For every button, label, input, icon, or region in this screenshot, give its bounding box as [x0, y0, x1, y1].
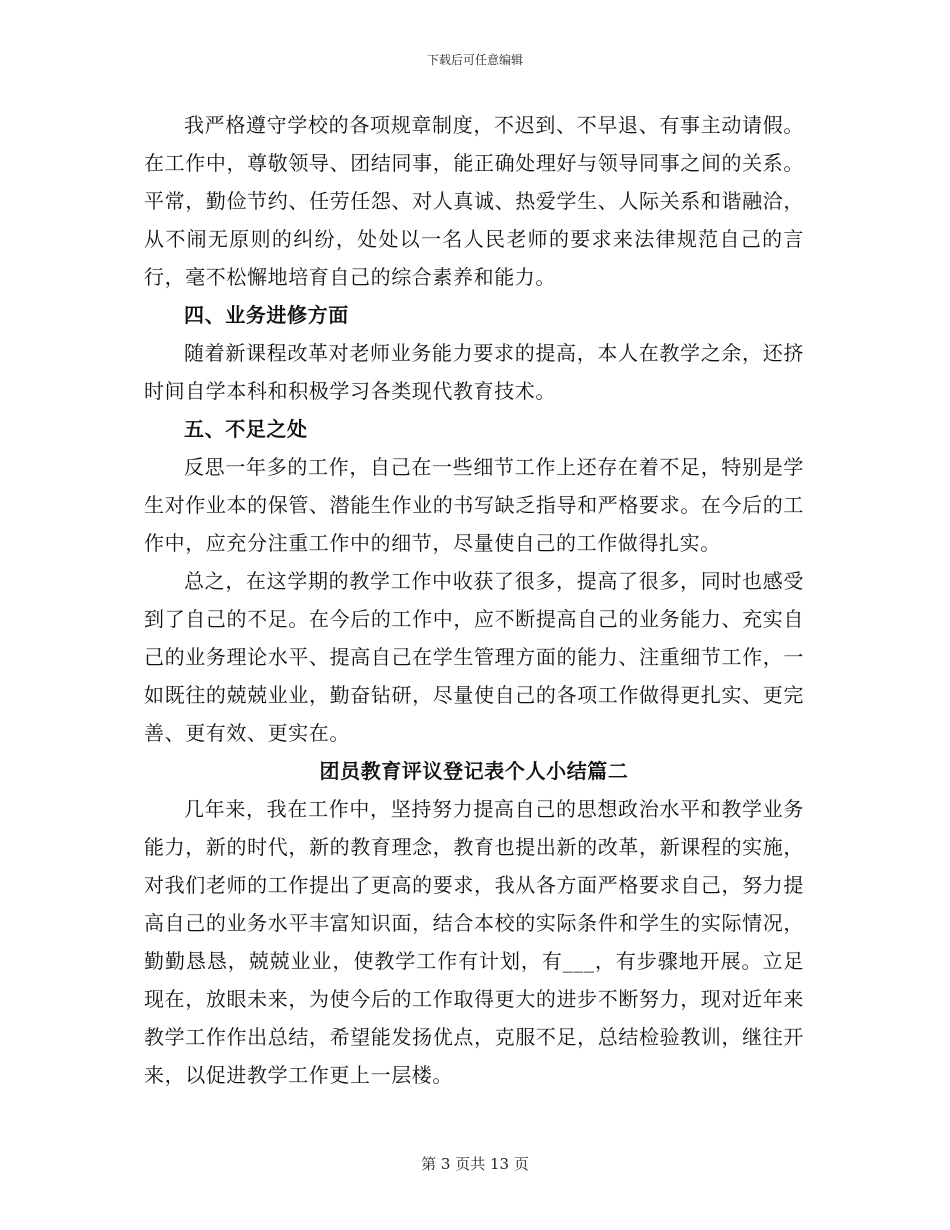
article-title-part-two: 团员教育评议登记表个人小结篇二 — [319, 759, 629, 783]
document-body — [144, 106, 804, 1094]
paragraph-part-two-summary: 几年来，我在工作中，坚持努力提高自己的思想政治水平和教学业务能力，新的时代，新的教育理念，教育也提出新的改革，新课程的实施，对我们老师的工作提出了更高的要求，我从各方面严格要求自己，努力提高自己的业务水平丰富知识面，结合本校的实际条件和学生的实际情况，勤勤恳恳，兢兢业业，使教学工作有计划，有___，有步骤地开展。立足现在，放眼未来，为使今后的工作取得更大的进步不断努力，现对近年来教学工作作出总结，希望能发扬优点，克服不足，总结检验教训，继往开来，以促进教学工作更上一层楼。 — [144, 797, 804, 1087]
paragraph-shortcomings: 反思一年多的工作，自己在一些细节工作上还存在着不足，特别是学生对作业本的保管、潜能生作业的书写缺乏指导和严格要求。在今后的工作中，应充分注重工作中的细节，尽量使自己的工作做得扎实。 — [144, 455, 804, 555]
paragraph-conduct: 我严格遵守学校的各项规章制度，不迟到、不早退、有事主动请假。在工作中，尊敬领导、团结同事，能正确处理好与领导同事之间的关系。平常，勤俭节约、任劳任怨、对人真诚、热爱学生、人际关系和谐融洽，从不闹无原则的纠纷，处处以一名人民老师的要求来法律规范自己的言行，毫不松懈地培育自己的综合素养和能力。 — [144, 113, 804, 289]
page-header: 下载后可任意编辑 — [426, 53, 523, 67]
paragraph-professional-development: 随着新课程改革对老师业务能力要求的提高，本人在教学之余，还挤时间自学本科和积极学习各类现代教育技术。 — [144, 341, 804, 403]
paragraph-conclusion: 总之，在这学期的教学工作中收获了很多，提高了很多，同时也感受到了自己的不足。在今后的工作中，应不断提高自己的业务能力、充实自己的业务理论水平、提高自己在学生管理方面的能力、注重细节工作，一如既往的兢兢业业，勤奋钻研，尽量使自己的各项工作做得更扎实、更完善、更有效、更实在。 — [144, 569, 804, 745]
page-footer: 第 3 页共 13 页 — [421, 1155, 529, 1173]
section-heading-shortcomings: 五、不足之处 — [184, 417, 308, 441]
section-heading-professional-development: 四、业务进修方面 — [184, 303, 349, 327]
